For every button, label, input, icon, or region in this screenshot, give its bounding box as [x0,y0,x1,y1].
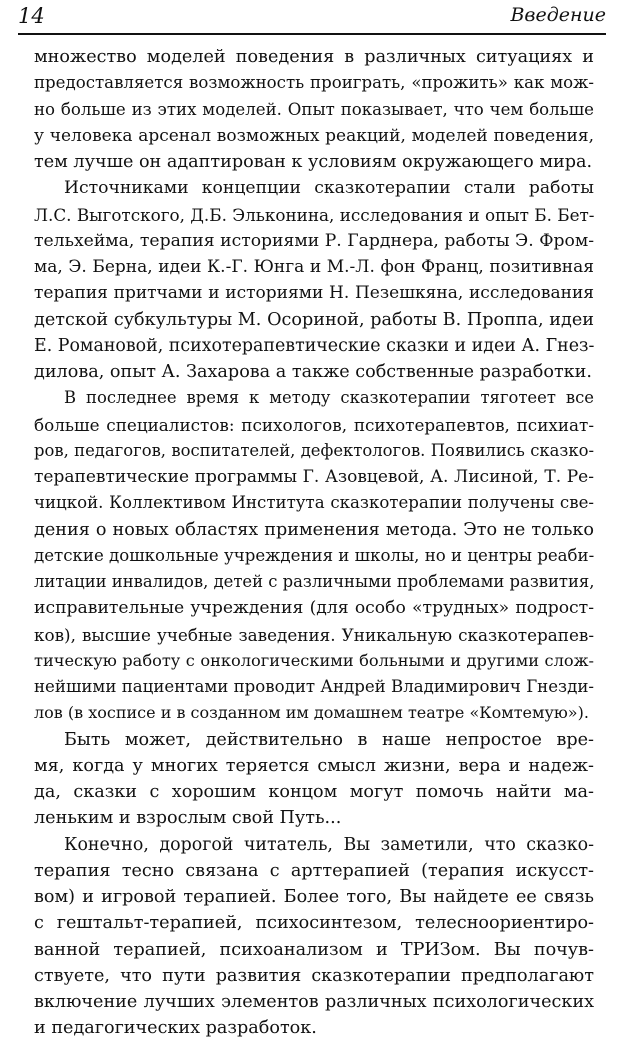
text-line: но больше из этих моделей. Опыт показывает, что чем больше [34,99,594,119]
text-line: ствуете, что пути развития сказкотерапии предполагают [34,965,594,986]
text-line: предоставляется возможность проиграть, «прожить» как мож- [34,73,594,93]
text-line: у человека арсенал возможных реакций, моделей поведения, [34,125,594,146]
text-line: дилова, опыт А. Захарова а также собственные разработки. [34,362,592,382]
text-line: тическую работу с онкологическими больными и другими слож- [34,650,594,670]
text-line: дения о новых областях применения метода. Это не только [34,519,594,540]
text-line: ков), высшие учебные заведения. Уникальную сказкотерапев- [34,624,594,645]
page-number: 14 [18,4,45,28]
text-line: ма, Э. Берна, идеи К.-Г. Юнга и М.-Л. фон Франц, позитивная [34,257,594,277]
body-text [34,44,594,1042]
text-line: множество моделей поведения в различных ситуациях и [34,47,594,67]
text-line: исправительные учреждения (для особо «трудных» подрост- [34,598,594,619]
text-line: терапия тесно связана с арттерапией (терапия искусст- [34,860,594,881]
text-line: литации инвалидов, детей с различными проблемами развития, [34,572,595,591]
text-line: чицкой. Коллективом Института сказкотерапии получены све- [34,493,594,513]
page-header [18,2,606,32]
text-line: лов (в хосписе и в созданном им домашнем театре «Комтемую»). [34,703,589,723]
text-line: тем лучше он адаптирован к условиям окружающего мира. [34,152,593,172]
text-line: вом) и игровой терапией. Более того, Вы найдете ее связь [34,887,594,907]
text-line: тельхейма, терапия историями Р. Гарднера, работы Э. Фром- [34,230,594,251]
text-line: Е. Романовой, психотерапевтические сказки и идеи А. Гнез- [34,335,595,356]
text-line: ванной терапией, психоанализом и ТРИЗом. Вы почув- [34,939,594,960]
text-line: ров, педагогов, воспитателей, дефектологов. Появились сказко- [34,440,594,460]
text-line: детской субкультуры М. Осориной, работы В. Проппа, идеи [34,309,594,330]
text-line: терапевтические программы Г. Азовцевой, А. Лисиной, Т. Ре- [34,467,594,487]
text-line: да, сказки с хорошим концом могут помочь найти ма- [34,782,594,802]
paragraph-first-line: В последнее время к методу сказкотерапии тяготеет все [64,388,594,408]
text-line: мя, когда у многих теряется смысл жизни, вера и надеж- [34,755,594,776]
text-line: детские дошкольные учреждения и школы, но и центры реаби- [34,545,595,565]
text-line: нейшими пациентами проводит Андрей Владимирович Гнезди- [34,677,594,696]
text-line: и педагогических разработок. [34,1018,317,1039]
text-line: больше специалистов: психологов, психотерапевтов, психиат- [34,414,594,435]
text-line: терапия притчами и историями Н. Пезешкяна, исследования [34,283,594,304]
paragraph-first-line: Источниками концепции сказкотерапии стали работы [64,178,594,199]
text-line: Л.С. Выготского, Д.Б. Эльконина, исследования и опыт Б. Бет- [34,204,595,225]
text-line: с гештальт-терапией, психосинтезом, телесноориентиро- [34,913,594,934]
paragraph-first-line: Конечно, дорогой читатель, Вы заметили, что сказко- [64,834,594,855]
running-head: Введение [510,4,606,26]
header-rule [18,33,606,35]
paragraph-first-line: Быть может, действительно в наше непростое вре- [64,729,594,750]
text-line: включение лучших элементов различных психологических [34,992,594,1012]
text-line: леньким и взрослым свой Путь... [34,808,342,829]
